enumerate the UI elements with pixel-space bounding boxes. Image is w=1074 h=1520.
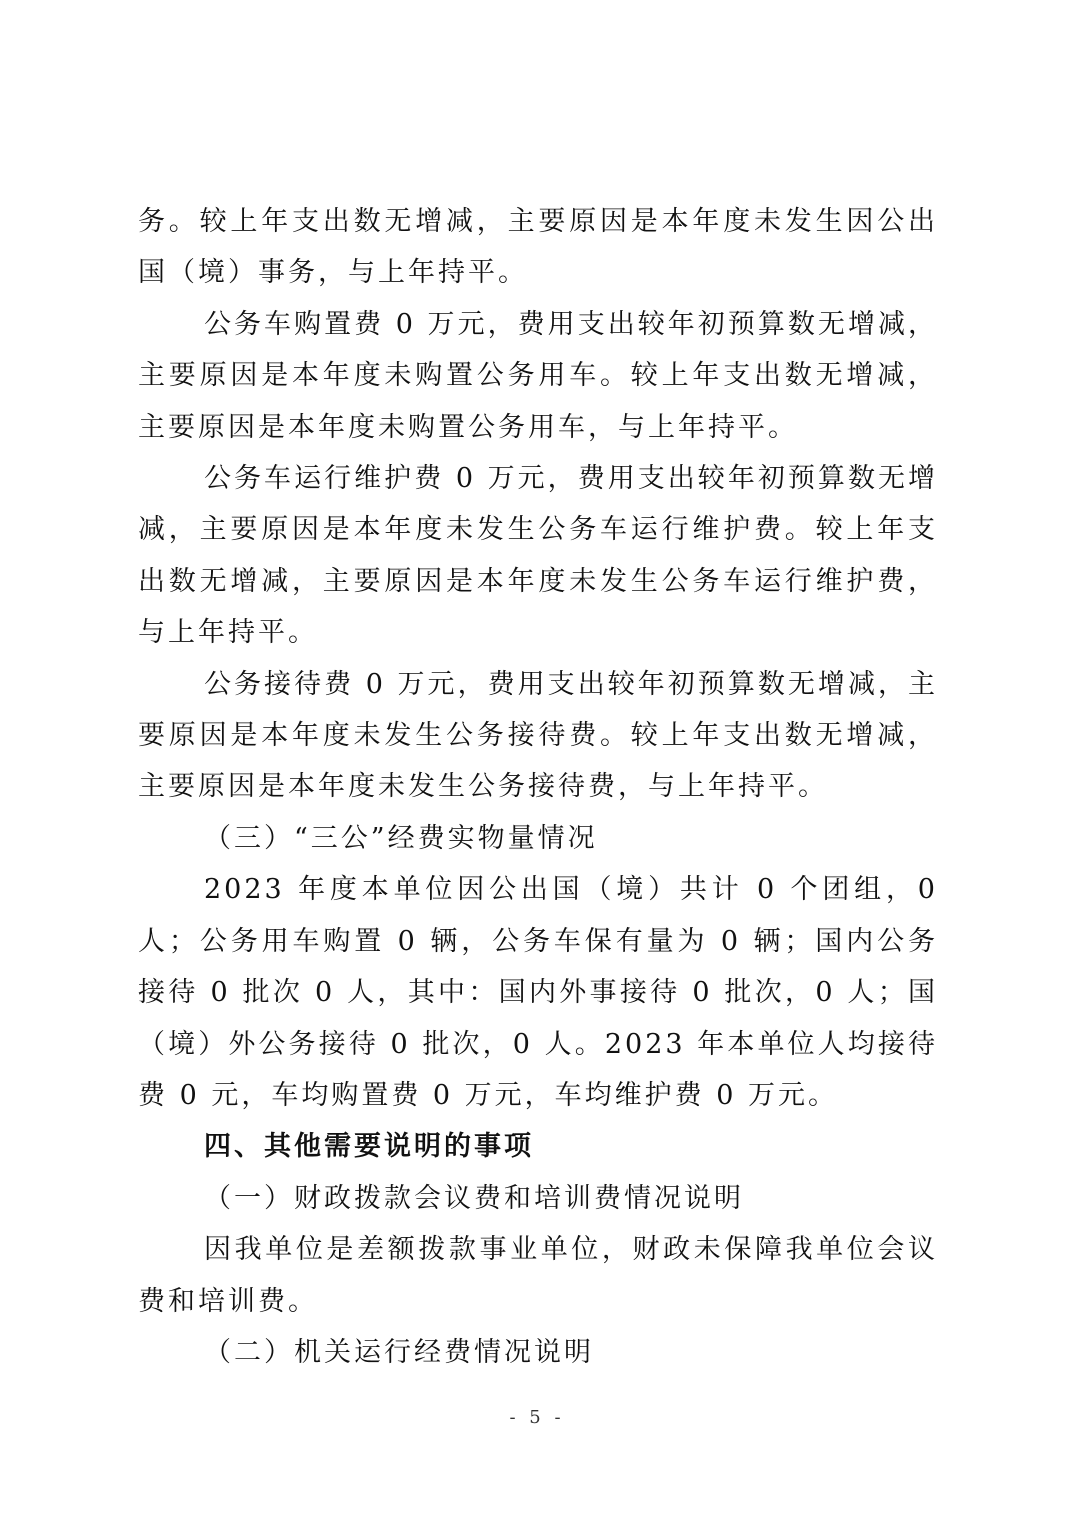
paragraph-meeting-training: 因我单位是差额拨款事业单位，财政未保障我单位会议费和培训费。	[138, 1234, 938, 1317]
section-heading-other-matters: 四、其他需要说明的事项	[204, 1131, 534, 1163]
paragraph-quantity-details: 2023 年度本单位因公出国（境）共计 0 个团组，0 人；公务用车购置 0 辆，公务车保有量为 0 辆；国内公务接待 0 批次 0 人，其中：国内外事接待 0 批次，0 人；国（境）外公务接待 0 批次，0 人。2023 年本单位人均接待费 0 元，车均购置费 0 万元，车均维护费 0 万元。	[138, 874, 938, 1111]
subheading-meeting-training: （一）财政拨款会议费和培训费情况说明	[204, 1182, 744, 1214]
section-heading-three-public-quantity: （三）“三公”经费实物量情况	[204, 822, 598, 854]
subheading-operating-expenses: （二）机关运行经费情况说明	[204, 1336, 594, 1368]
paragraph-vehicle-maintenance: 公务车运行维护费 0 万元，费用支出较年初预算数无增减，主要原因是本年度未发生公务车运行维护费。较上年支出数无增减，主要原因是本年度未发生公务车运行维护费，与上年持平。	[138, 463, 938, 649]
paragraph-overseas-continued: 务。较上年支出数无增减，主要原因是本年度未发生因公出国（境）事务，与上年持平。	[138, 206, 938, 289]
body-text	[138, 196, 938, 1378]
paragraph-reception: 公务接待费 0 万元，费用支出较年初预算数无增减，主要原因是本年度未发生公务接待费。较上年支出数无增减，主要原因是本年度未发生公务接待费，与上年持平。	[138, 668, 938, 803]
page-number: - 5 -	[509, 1407, 565, 1428]
paragraph-vehicle-purchase: 公务车购置费 0 万元，费用支出较年初预算数无增减，主要原因是本年度未购置公务用车。较上年支出数无增减，主要原因是本年度未购置公务用车，与上年持平。	[138, 308, 938, 443]
